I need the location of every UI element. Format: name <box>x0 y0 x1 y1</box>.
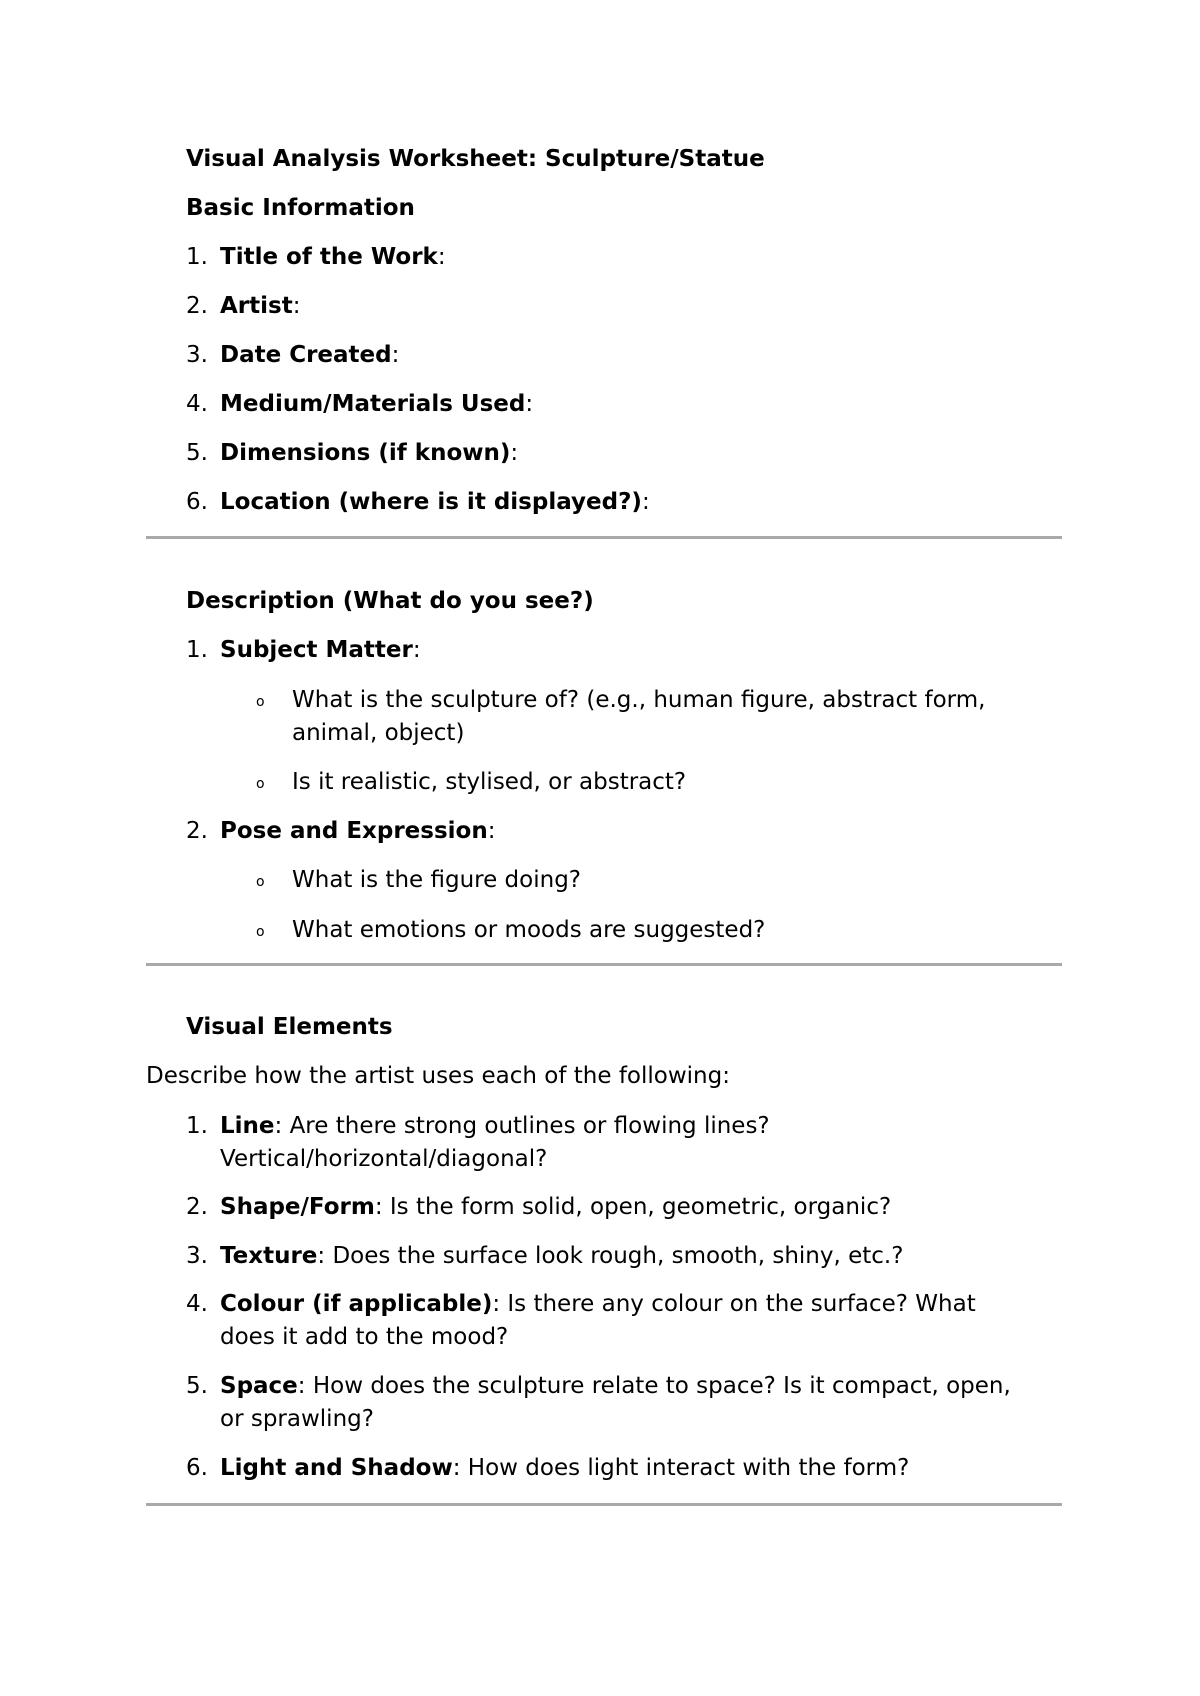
item-text: : Is the form solid, open, geometric, organic? <box>374 1194 892 1220</box>
list-number: 1. <box>186 637 208 663</box>
item-text: : <box>510 440 519 466</box>
item-label: Medium/Materials Used <box>220 391 526 417</box>
list-number: 4. <box>186 391 208 417</box>
item-text: : How does the sculpture relate to space? Is it compact, open, <box>297 1373 1011 1399</box>
list-number: 3. <box>186 342 208 368</box>
item-label: Location (where is it displayed?) <box>220 489 642 515</box>
bullet-marker: o <box>256 694 265 710</box>
list-number: 6. <box>186 489 208 515</box>
item-text: : <box>437 244 446 270</box>
list-number: 2. <box>186 293 208 319</box>
item-label: Line <box>220 1113 275 1139</box>
item-text: : <box>487 818 496 844</box>
section-divider <box>146 963 1062 966</box>
item-label: Light and Shadow <box>220 1455 453 1481</box>
item-text-continued: does it add to the mood? <box>220 1324 509 1350</box>
visual-elements-heading: Visual Elements <box>186 1014 393 1040</box>
item-text: : Is there any colour on the surface? What <box>492 1291 976 1317</box>
item-label: Pose and Expression <box>220 818 488 844</box>
section-divider <box>146 536 1062 539</box>
list-number: 6. <box>186 1455 208 1481</box>
bullet-text-continued: animal, object) <box>292 720 465 746</box>
list-number: 2. <box>186 1194 208 1220</box>
list-number: 5. <box>186 440 208 466</box>
item-label: Shape/Form <box>220 1194 375 1220</box>
item-text-continued: or sprawling? <box>220 1406 374 1432</box>
list-number: 4. <box>186 1291 208 1317</box>
item-label: Date Created <box>220 342 392 368</box>
item-text: : <box>292 293 301 319</box>
bullet-marker: o <box>256 776 265 792</box>
item-text: : Are there strong outlines or flowing lines? <box>274 1113 770 1139</box>
item-text: : Does the surface look rough, smooth, shiny, etc.? <box>317 1243 904 1269</box>
visual-intro-text: Describe how the artist uses each of the following: <box>146 1063 730 1089</box>
bullet-text: What emotions or moods are suggested? <box>292 917 766 943</box>
description-heading: Description (What do you see?) <box>186 588 594 614</box>
page-title: Visual Analysis Worksheet: Sculpture/Statue <box>186 146 765 172</box>
item-text-continued: Vertical/horizontal/diagonal? <box>220 1146 548 1172</box>
basic-info-heading: Basic Information <box>186 195 415 221</box>
list-number: 1. <box>186 244 208 270</box>
list-number: 1. <box>186 1113 208 1139</box>
item-label: Colour (if applicable) <box>220 1291 493 1317</box>
item-label: Dimensions (if known) <box>220 440 511 466</box>
list-number: 2. <box>186 818 208 844</box>
item-label: Space <box>220 1373 298 1399</box>
item-text: : <box>412 637 421 663</box>
bullet-text: Is it realistic, stylised, or abstract? <box>292 769 687 795</box>
item-label: Texture <box>220 1243 318 1269</box>
item-text: : <box>525 391 534 417</box>
item-text: : How does light interact with the form? <box>452 1455 910 1481</box>
bullet-text: What is the sculpture of? (e.g., human figure, abstract form, <box>292 687 986 713</box>
bullet-text: What is the figure doing? <box>292 867 582 893</box>
bullet-marker: o <box>256 924 265 940</box>
list-number: 3. <box>186 1243 208 1269</box>
section-divider <box>146 1503 1062 1506</box>
bullet-marker: o <box>256 874 265 890</box>
list-number: 5. <box>186 1373 208 1399</box>
item-text: : <box>641 489 650 515</box>
item-label: Subject Matter <box>220 637 413 663</box>
item-label: Title of the Work <box>220 244 438 270</box>
item-label: Artist <box>220 293 293 319</box>
item-text: : <box>391 342 400 368</box>
